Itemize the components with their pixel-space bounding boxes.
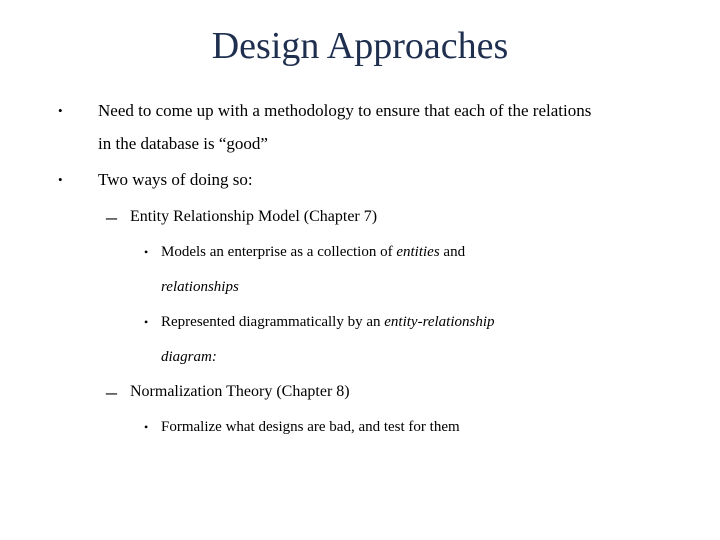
point-text: Represented diagrammatically by an <box>161 314 385 330</box>
point-text: and <box>439 244 466 260</box>
point-emphasis: relationships <box>161 279 239 295</box>
point-emphasis: diagram: <box>161 349 217 365</box>
point-text: Formalize what designs are bad, and test for them <box>161 419 460 435</box>
point-emphasis: entity-relationship <box>384 314 495 330</box>
dash-marker: – <box>106 379 117 404</box>
point-text: Models an enterprise as a collection of <box>161 244 397 260</box>
bullet-text-line: Need to come up with a methodology to ensure that each of the relations <box>98 101 592 120</box>
point-text-line <box>161 305 495 340</box>
sub-bullet-marker: • <box>144 315 149 329</box>
bullet-marker: • <box>58 172 63 187</box>
bullet-text-line: Two ways of doing so: <box>98 170 253 189</box>
dash-marker: – <box>106 204 117 229</box>
point-text-line <box>161 235 465 270</box>
bullet-marker: • <box>58 103 63 118</box>
sub-bullet-marker: • <box>144 245 149 259</box>
sub-bullet-marker: • <box>144 420 149 434</box>
subitem-text: Normalization Theory (Chapter 8) <box>130 383 350 400</box>
slide-title: Design Approaches <box>211 25 509 67</box>
subitem-text: Entity Relationship Model (Chapter 7) <box>130 208 378 225</box>
bullet-text-line: in the database is “good” <box>98 134 268 153</box>
point-emphasis: entities <box>396 244 440 260</box>
